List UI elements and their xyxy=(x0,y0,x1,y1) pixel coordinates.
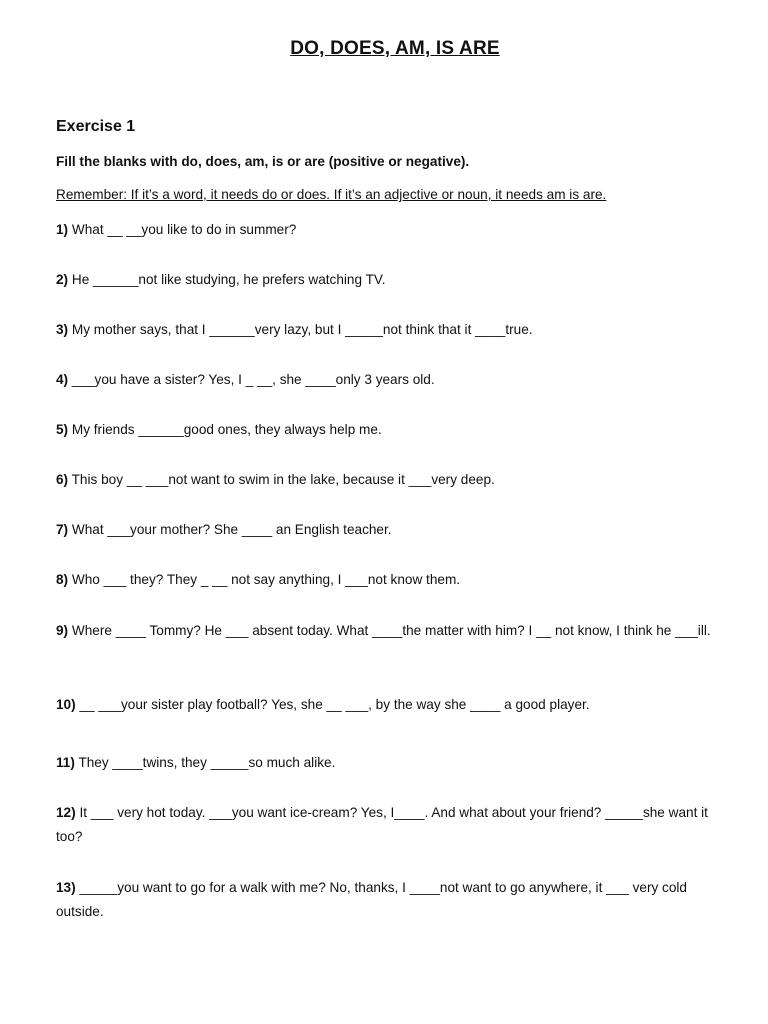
question-12 xyxy=(56,801,736,849)
question-number: 1) xyxy=(56,222,69,237)
question-number: 2) xyxy=(56,272,69,287)
question-number: 3) xyxy=(56,322,69,337)
instruction-text: Fill the blanks with do, does, am, is or are (positive or negative). xyxy=(56,154,470,169)
question-number: 7) xyxy=(56,522,69,537)
question-7 xyxy=(56,518,736,542)
question-8 xyxy=(56,568,736,592)
question-number: 11) xyxy=(56,755,75,770)
question-10 xyxy=(56,693,736,717)
question-6 xyxy=(56,468,736,492)
question-number: 6) xyxy=(56,472,69,487)
question-number: 10) xyxy=(56,697,76,712)
question-text: Who ___ they? They _ __ not say anything, I ___not know them. xyxy=(71,572,461,587)
question-text: They ____twins, they _____so much alike. xyxy=(78,755,336,770)
question-text: My friends ______good ones, they always help me. xyxy=(71,422,382,437)
question-text: My mother says, that I ______very lazy, but I _____not think that it ____true. xyxy=(71,322,533,337)
question-number: 12) xyxy=(56,805,76,820)
question-text: _____you want to go for a walk with me? No, thanks, I ____not want to go anywhere, it ___ very cold outside. xyxy=(56,880,687,919)
question-13 xyxy=(56,876,736,924)
question-number: 8) xyxy=(56,572,69,587)
question-9 xyxy=(56,619,736,643)
question-5 xyxy=(56,418,736,442)
question-number: 5) xyxy=(56,422,69,437)
question-3 xyxy=(56,318,736,342)
question-number: 13) xyxy=(56,880,76,895)
remember-note: Remember: If it’s a word, it needs do or does. If it’s an adjective or noun, it needs am is are. xyxy=(56,187,607,202)
worksheet-title: DO, DOES, AM, IS ARE xyxy=(290,38,500,59)
question-text: It ___ very hot today. ___you want ice-cream? Yes, I____. And what about your friend? _____she want it too? xyxy=(56,805,708,844)
exercise-heading: Exercise 1 xyxy=(56,118,136,135)
question-text: This boy __ ___not want to swim in the lake, because it ___very deep. xyxy=(71,472,495,487)
question-text: What __ __you like to do in summer? xyxy=(71,222,297,237)
question-number: 9) xyxy=(56,623,69,638)
question-text: He ______not like studying, he prefers watching TV. xyxy=(71,272,386,287)
question-text: What ___your mother? She ____ an English teacher. xyxy=(71,522,392,537)
question-number: 4) xyxy=(56,372,69,387)
question-4 xyxy=(56,368,736,392)
question-text: ___you have a sister? Yes, I _ __, she ____only 3 years old. xyxy=(71,372,435,387)
question-2 xyxy=(56,268,736,292)
question-11 xyxy=(56,751,736,775)
question-text: __ ___your sister play football? Yes, she __ ___, by the way she ____ a good player. xyxy=(79,697,590,712)
question-text: Where ____ Tommy? He ___ absent today. What ____the matter with him? I __ not know, I think he ___ill. xyxy=(71,623,711,638)
question-1 xyxy=(56,218,736,242)
